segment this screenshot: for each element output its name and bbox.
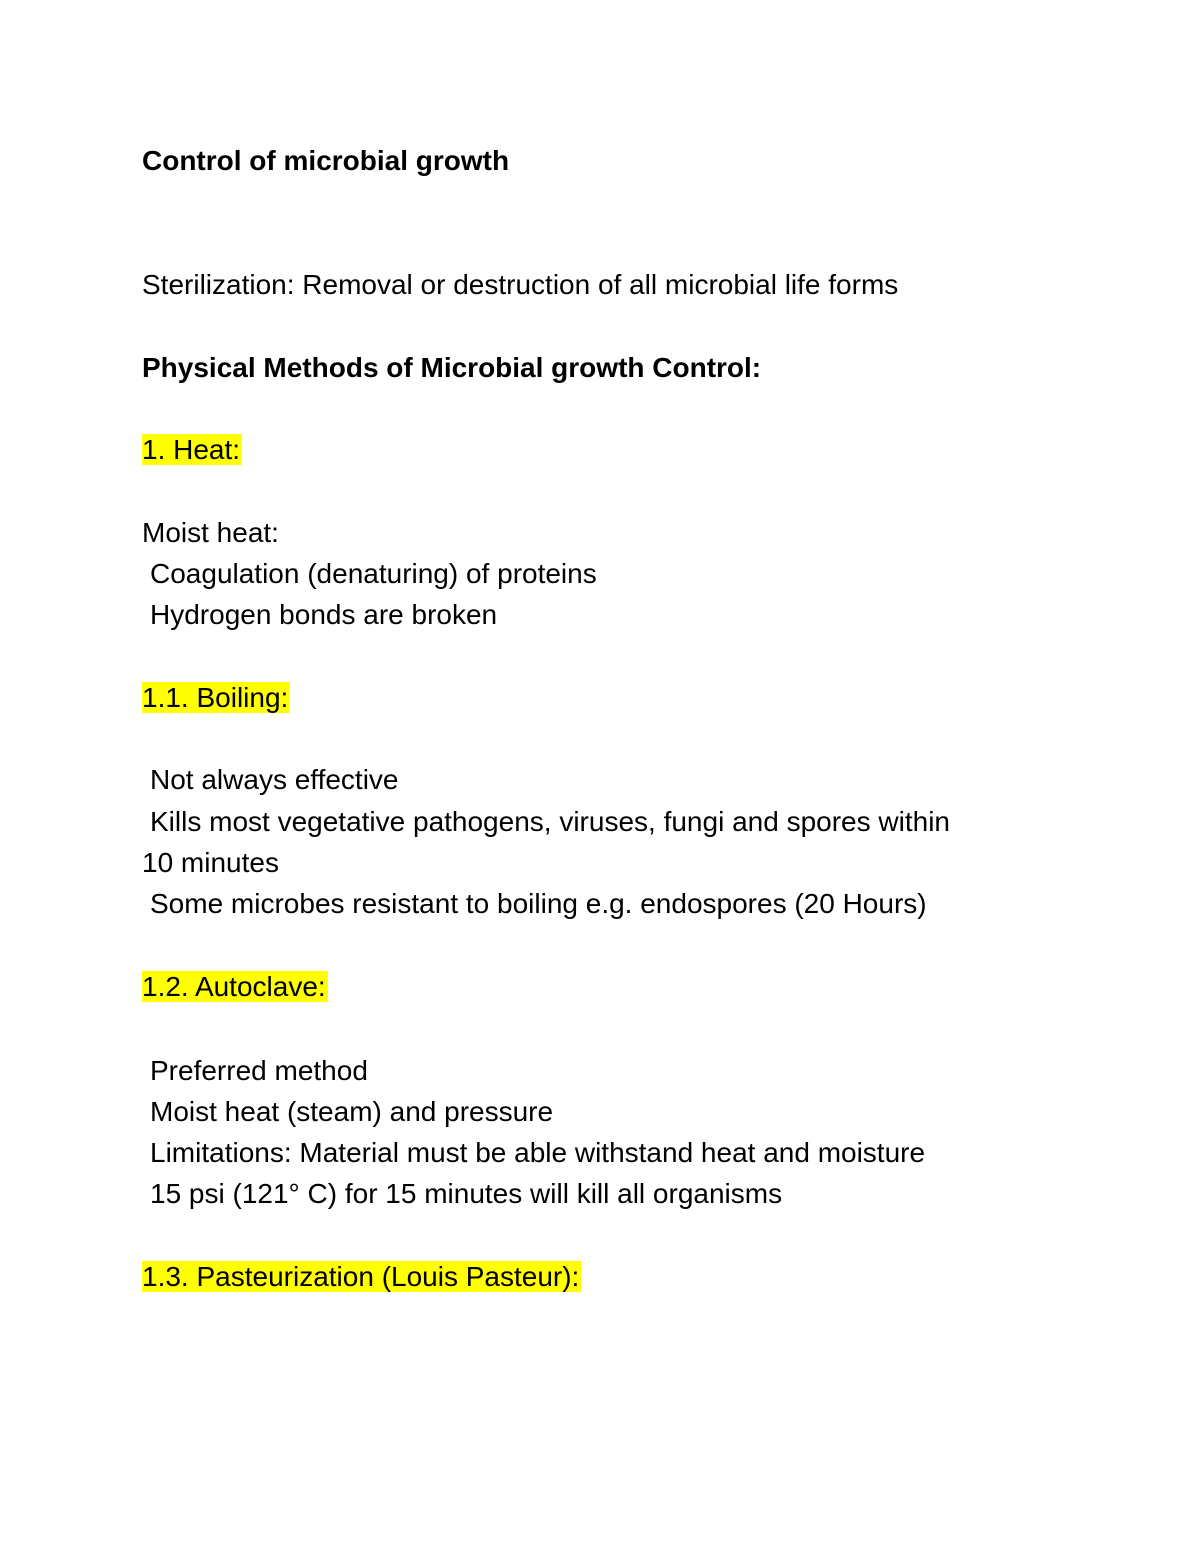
boiling-point: Some microbes resistant to boiling e.g. endospores (20 Hours) (150, 888, 927, 919)
autoclave-heading (142, 969, 328, 1005)
autoclave-point: Moist heat (steam) and pressure (150, 1096, 554, 1127)
document-title: Control of microbial growth (142, 145, 510, 176)
autoclave-point: Limitations: Material must be able withstand heat and moisture (150, 1137, 926, 1168)
sterilization-definition: Sterilization: Removal or destruction of all microbial life forms (142, 269, 899, 300)
heat-heading (142, 432, 242, 468)
heat-heading-text: 1. Heat: (142, 434, 241, 465)
boiling-point: Kills most vegetative pathogens, viruses, fungi and spores within (150, 806, 950, 837)
boiling-heading (142, 680, 290, 716)
autoclave-point: 15 psi (121° C) for 15 minutes will kill all organisms (150, 1178, 783, 1209)
autoclave-point: Preferred method (150, 1055, 368, 1086)
autoclave-heading-text: 1.2. Autoclave: (142, 971, 326, 1002)
moist-heat-point: Coagulation (denaturing) of proteins (150, 558, 597, 589)
pasteurization-heading (142, 1259, 581, 1295)
moist-heat-point: Hydrogen bonds are broken (150, 599, 498, 630)
pasteurization-heading-text: 1.3. Pasteurization (Louis Pasteur): (142, 1261, 580, 1292)
physical-methods-heading: Physical Methods of Microbial growth Control: (142, 352, 762, 383)
boiling-heading-text: 1.1. Boiling: (142, 682, 289, 713)
boiling-point-continued: 10 minutes (142, 847, 279, 878)
boiling-point: Not always effective (150, 764, 399, 795)
moist-heat-label: Moist heat: (142, 517, 279, 548)
